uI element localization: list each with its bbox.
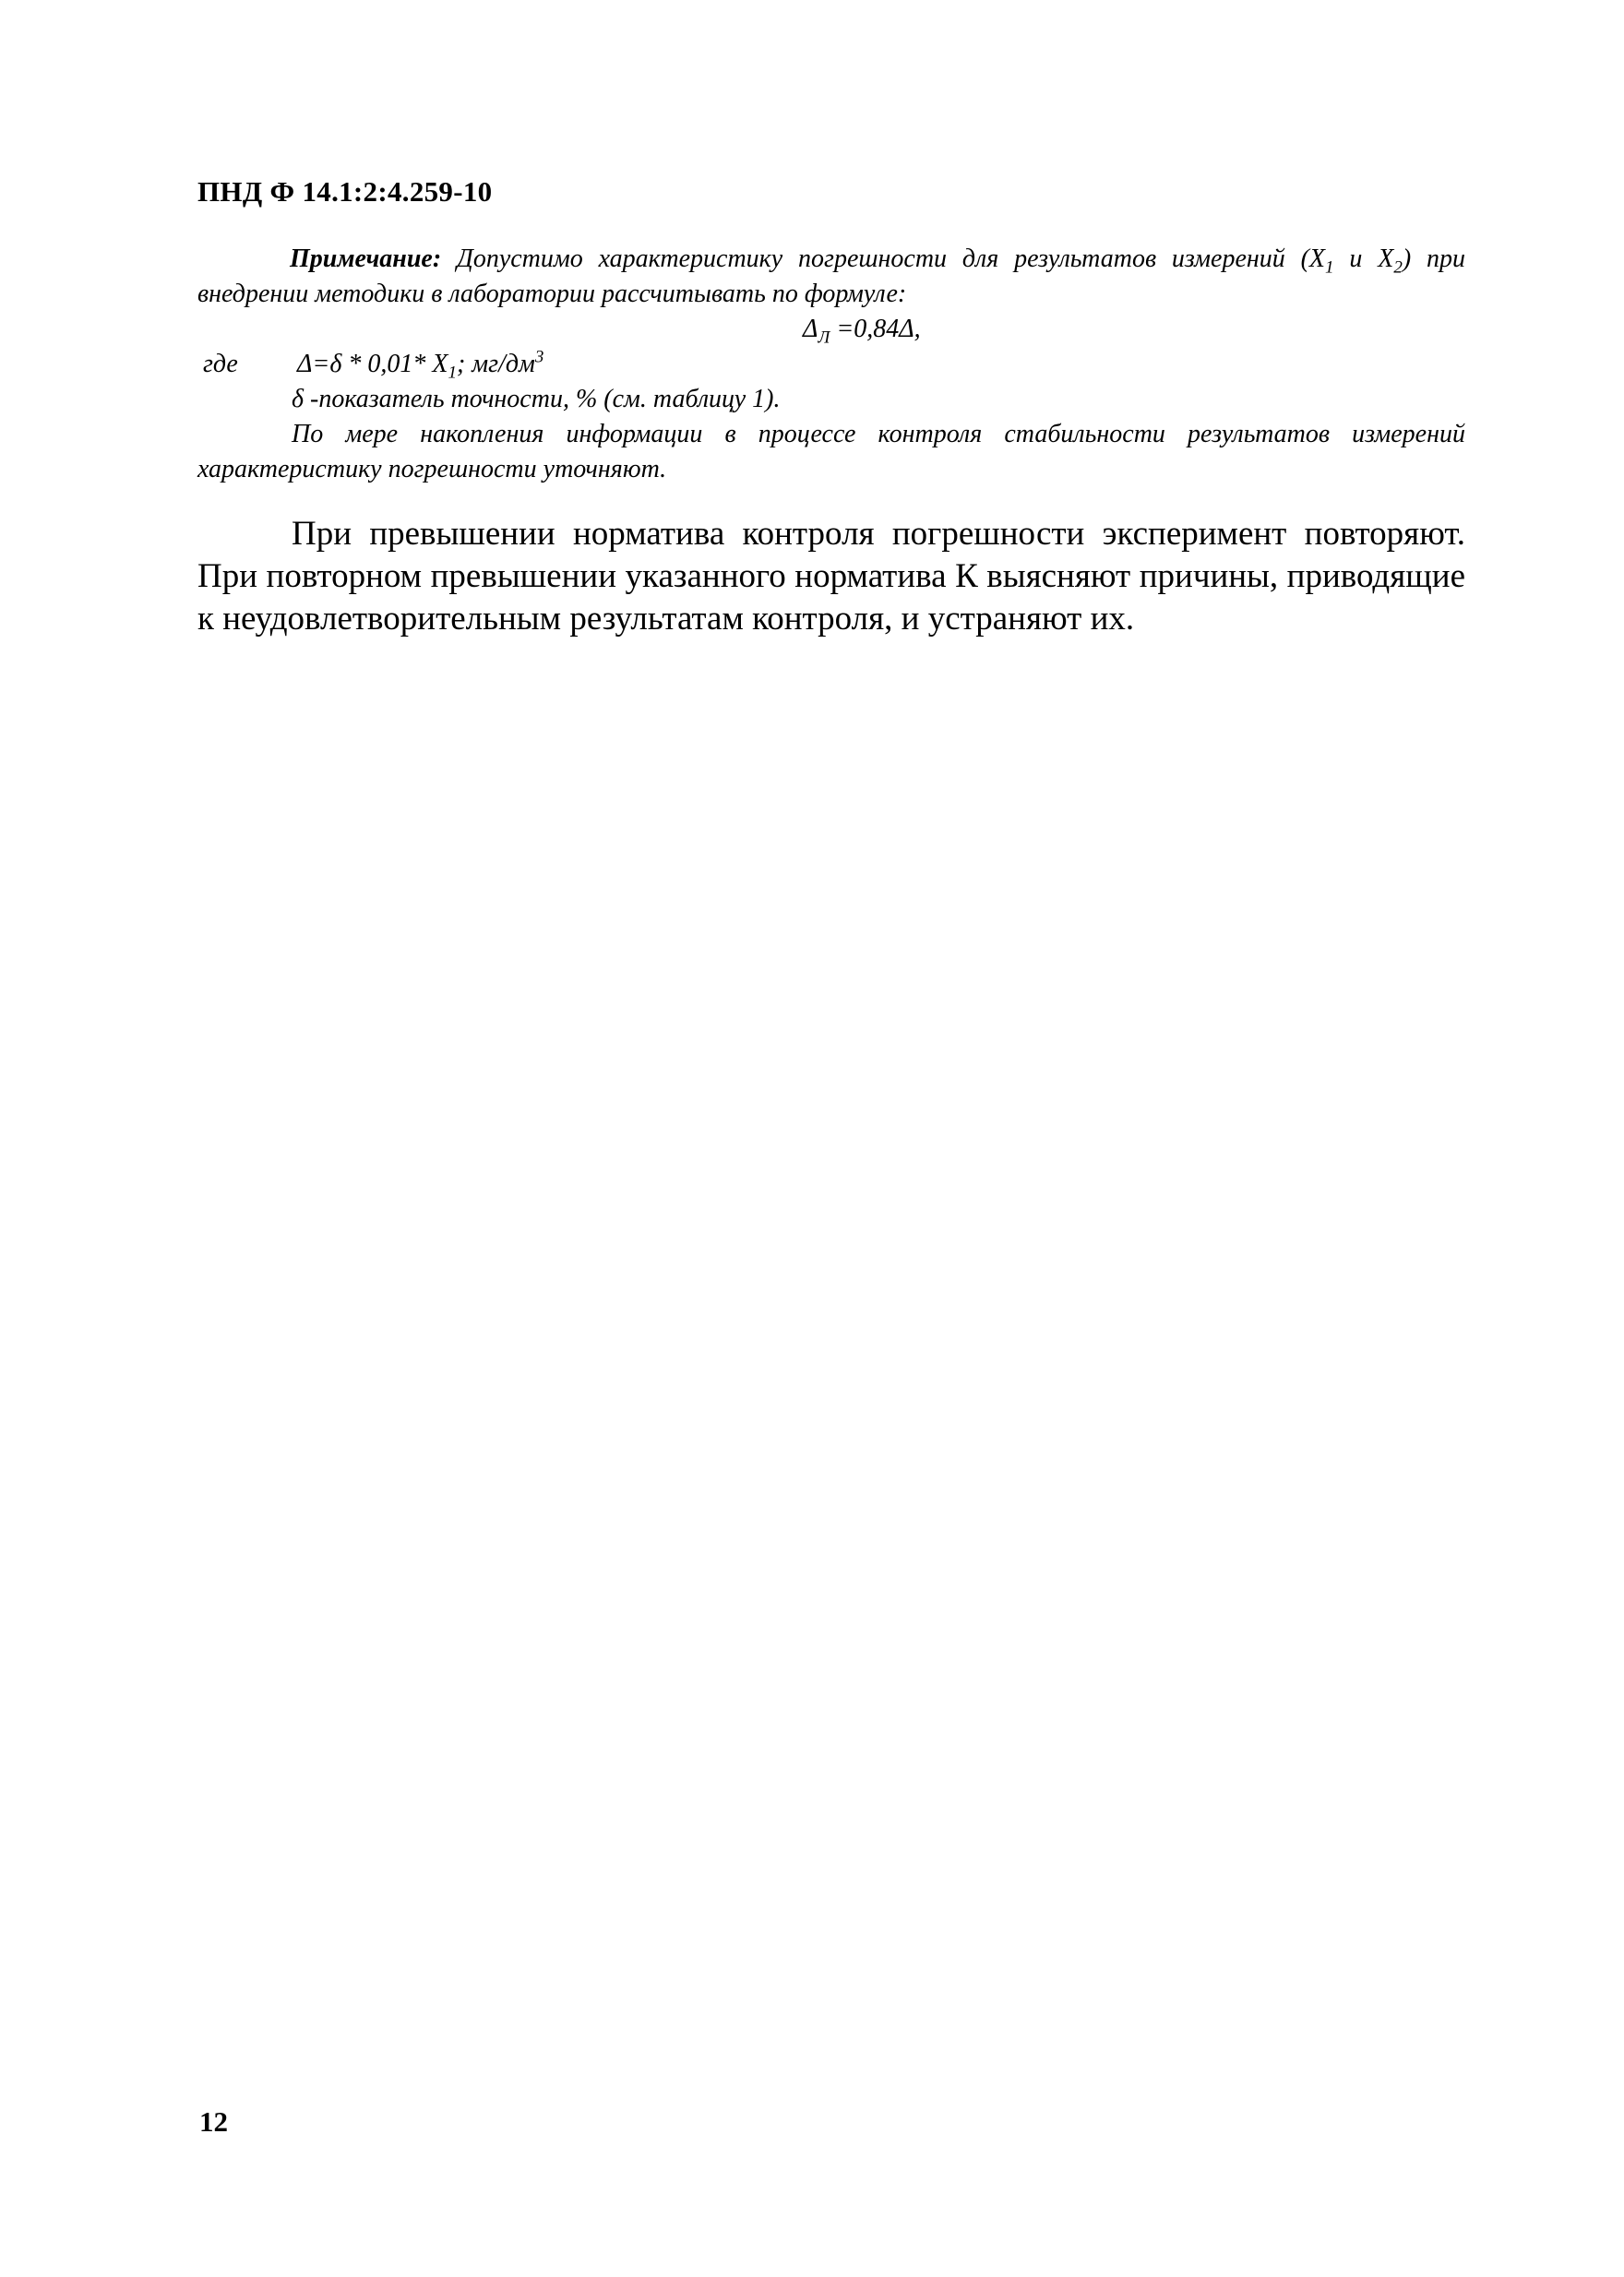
note-subscript-1: 1 [1325,257,1334,278]
formula-subscript: Л [818,328,830,348]
formula-part-a: Δ [803,315,818,343]
note-paragraph [197,242,1465,312]
where-word: где [203,350,238,378]
delta-definition-subscript: 1 [448,363,457,383]
delta-definition-b: ; мг/дм [456,350,535,378]
refinement-note: По мере накопления информации в процессе контроля стабильности результатов измерений характеристику погрешности уточняют. [197,420,1465,483]
delta-definition-superscript: 3 [534,347,544,367]
accuracy-definition: δ -показатель точности, % (см. таблицу 1). [292,385,781,413]
page-number: 12 [199,2105,228,2138]
lab-error-formula [197,312,1465,347]
note-text-c: ) при внедрении методики в лаборатории рассчитывать по формуле: [197,244,1466,308]
note-block [197,242,1465,487]
note-subscript-2: 2 [1393,257,1403,278]
note-label: Примечание: [290,244,442,273]
document-code-header: ПНД Ф 14.1:2:4.259-10 [197,175,493,208]
delta-definition-a: Δ=δ * 0,01* X [297,350,448,378]
note-text-a: Допустимо характеристику погрешности для результатов измерений (X [441,244,1326,273]
body-paragraph: При превышении норматива контроля погрешности эксперимент повторяют. При повторном превышении указанного норматива К выясняют причины, приводящие к неудовлетворительным результатам контроля, и устраняют их. [197,515,1465,638]
formula-part-b: =0,84Δ, [830,315,921,343]
where-row [197,347,1465,382]
note-text-b: и X [1333,244,1394,273]
